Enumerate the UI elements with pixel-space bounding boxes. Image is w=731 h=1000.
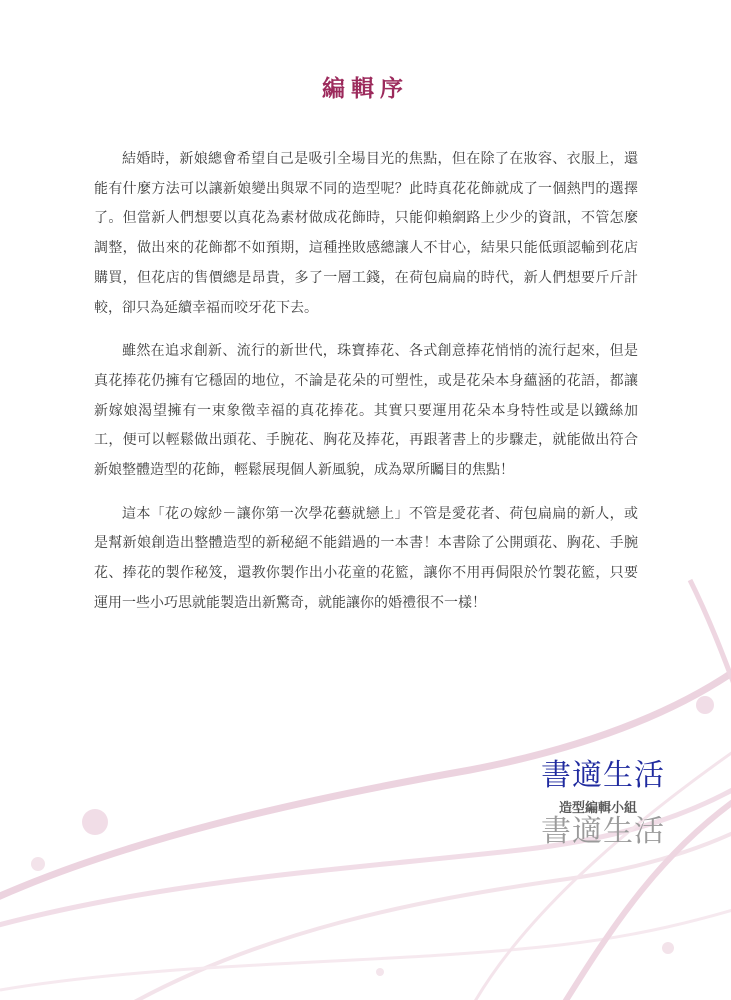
body-text	[94, 145, 638, 633]
paragraph: 這本「花の嫁紗－讓你第一次學花藝就戀上」不管是愛花者、荷包扁扁的新人，或是幫新娘創造出整體造型的新秘絕不能錯過的一本書！本書除了公開頭花、胸花、手腕花、捧花的製作秘笈，還教你製作出小花童的花籃，讓你不用再侷限於竹製花籃，只要運用一些小巧思就能製造出新驚奇，就能讓你的婚禮很不一樣！	[94, 505, 638, 611]
swirl-line	[120, 825, 731, 1000]
decor-dot	[696, 696, 714, 714]
paragraph: 雖然在追求創新、流行的新世代，珠寶捧花、各式創意捧花悄悄的流行起來，但是真花捧花仍擁有它穩固的地位，不論是花朵的可塑性，或是花朵本身蘊涵的花語，都讓新嫁娘渴望擁有一束象徵幸福的真花捧花。其實只要運用花朵本身特性或是以鐵絲加工，便可以輕鬆做出頭花、手腕花、胸花及捧花，再跟著書上的步驟走，就能做出符合新娘整體造型的花飾，輕鬆展現個人新風貌，成為眾所矚目的焦點！	[94, 343, 638, 479]
swirl-line	[0, 905, 731, 990]
editor-signature: 造型編輯小組	[558, 801, 637, 816]
publisher-brand: 書適生活	[541, 758, 665, 793]
decor-dot	[376, 968, 384, 976]
paragraph: 結婚時，新娘總會希望自己是吸引全場目光的焦點，但在除了在妝容、衣服上，還能有什麼方法可以讓新娘變出與眾不同的造型呢？此時真花花飾就成了一個熱門的選擇了。但當新人們想要以真花為素材做成花飾時，只能仰賴網路上少少的資訊，不管怎麼調整，做出來的花飾都不如預期，這種挫敗感總讓人不甘心，結果只能低頭認輸到花店購買，但花店的售價總是昂貴，多了一層工錢，在荷包扁扁的時代，新人們想要斤斤計較，卻只為延續幸福而咬牙花下去。	[94, 151, 638, 316]
page-title: 編輯序	[322, 75, 409, 102]
publisher-brand-watermark: 書適生活	[541, 814, 665, 849]
decor-dot	[31, 857, 45, 871]
swirl-line	[690, 580, 731, 700]
decor-dot	[662, 942, 674, 954]
